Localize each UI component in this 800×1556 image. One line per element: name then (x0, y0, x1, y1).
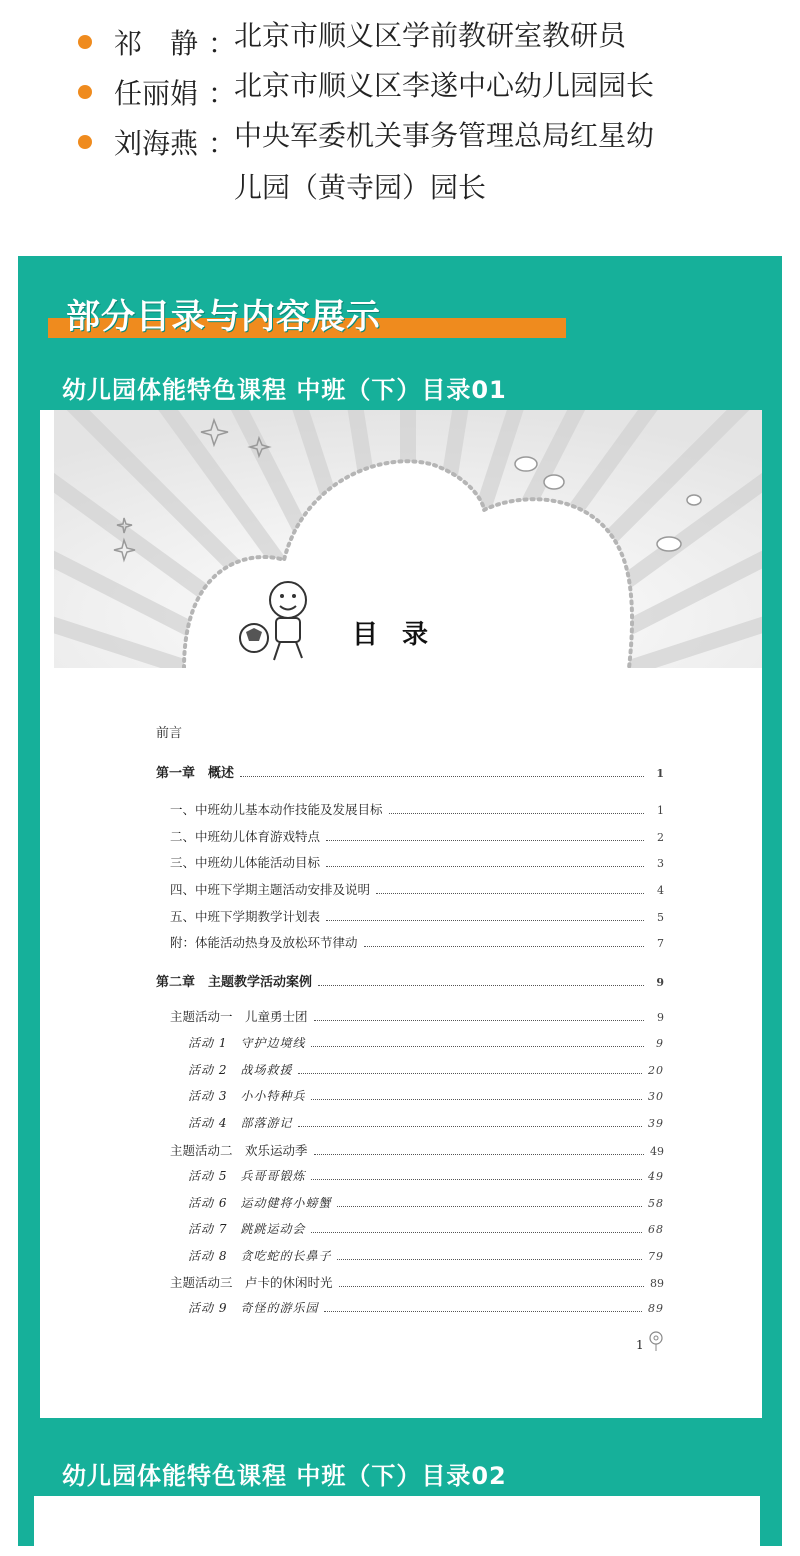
toc-entry-page: 49 (650, 1145, 664, 1158)
toc-entry-label: 五、中班下学期教学计划表 (170, 909, 321, 924)
toc-entry-page: 30 (648, 1090, 664, 1103)
toc-entry-label: 主题活动一 儿童勇士团 (170, 1009, 308, 1024)
toc-entry-page: 89 (650, 1277, 664, 1290)
toc-entry (170, 853, 664, 871)
toc-leader-dots (240, 775, 644, 777)
toc-entry-label: 二、中班幼儿体育游戏特点 (170, 829, 321, 844)
toc-entry-page: 3 (657, 857, 664, 870)
toc-entry (170, 1007, 664, 1025)
toc-entry-label: 主题活动二 欢乐运动季 (170, 1143, 308, 1158)
toc-entry-label: 活动 8 贪吃蛇的长鼻子 (188, 1249, 332, 1263)
toc-entry (156, 722, 664, 741)
toc-entry-page: 49 (648, 1170, 664, 1183)
author-name: 任丽娟 (114, 77, 199, 110)
toc-leader-dots (364, 945, 644, 947)
toc-entry-page: 1 (656, 767, 664, 780)
toc-entry (170, 907, 664, 925)
toc-entry-page: 9 (656, 1037, 664, 1050)
toc-entry-page: 79 (648, 1250, 664, 1263)
toc-entry (156, 971, 664, 990)
toc-entry-page: 1 (657, 804, 664, 817)
toc-entry-page: 9 (656, 976, 664, 989)
toc-leader-dots (311, 1178, 642, 1180)
toc-page-2 (34, 1496, 760, 1556)
toc-leader-dots (311, 1098, 642, 1100)
toc-entry-label: 第一章 概述 (156, 766, 235, 781)
toc-entry (188, 1114, 664, 1131)
toc-leader-dots (376, 892, 644, 894)
toc-leader-dots (337, 1205, 642, 1207)
toc-leader-dots (298, 1072, 642, 1074)
toc-entry-page: 9 (657, 1011, 664, 1024)
toc-leader-dots (326, 839, 644, 841)
toc-entry-label: 活动 9 奇怪的游乐园 (188, 1301, 319, 1315)
toc-entry-label: 活动 4 部落游记 (188, 1116, 293, 1130)
author-role: 北京市顺义区学前教研室教研员 (234, 19, 627, 52)
author-colon: ： (208, 27, 237, 60)
toc-entry (188, 1087, 664, 1104)
toc-entry-page: 89 (648, 1302, 664, 1315)
toc-entry-page: 7 (657, 937, 664, 950)
toc-entry-label: 一、中班幼儿基本动作技能及发展目标 (170, 802, 383, 817)
author-row (78, 119, 664, 214)
toc-leader-dots (314, 1019, 644, 1021)
toc-leader-dots (324, 1310, 642, 1312)
toc-leader-dots (337, 1258, 642, 1260)
author-role: 北京市顺义区李遂中心幼儿园园长 (234, 69, 655, 102)
toc-entry-label: 活动 1 守护边境线 (188, 1036, 306, 1050)
toc-entry-label: 四、中班下学期主题活动安排及说明 (170, 882, 371, 897)
page-number: 1 (636, 1338, 644, 1352)
toc-entry-label: 活动 6 运动健将小螃蟹 (188, 1196, 332, 1210)
toc-entry (188, 1247, 664, 1264)
subtitle-catalog-01: 幼儿园体能特色课程 中班（下）目录01 (62, 376, 507, 404)
toc-entry-label: 附：体能活动热身及放松环节律动 (170, 935, 358, 950)
toc-entry-page: 68 (648, 1223, 664, 1236)
toc-entry (170, 800, 664, 818)
toc-leader-dots (298, 1125, 642, 1127)
toc-entry (170, 1273, 664, 1291)
toc-leader-dots (389, 812, 644, 814)
author-colon: ： (208, 77, 237, 110)
bullet-icon (78, 35, 92, 49)
toc-entry-page: 2 (657, 831, 664, 844)
toc-entry (188, 1034, 664, 1051)
flower-icon (648, 1330, 664, 1352)
toc-entry-page: 39 (648, 1117, 664, 1130)
toc-leader-dots (326, 919, 644, 921)
toc-entry-page: 58 (648, 1197, 664, 1210)
toc-entry-label: 三、中班幼儿体能活动目标 (170, 855, 321, 870)
toc-entry-label: 活动 3 小小特种兵 (188, 1089, 306, 1103)
toc-entry (170, 880, 664, 898)
author-name: 刘海燕 (114, 127, 199, 160)
toc-entry (156, 762, 664, 781)
toc-entry-label: 主题活动三 卢卡的休闲时光 (170, 1275, 333, 1290)
toc-entry (188, 1061, 664, 1078)
toc-entry-label: 活动 5 兵哥哥锻炼 (188, 1169, 306, 1183)
toc-leader-dots (326, 865, 644, 867)
toc-leader-dots (311, 1231, 642, 1233)
toc-leader-dots (314, 1153, 644, 1155)
toc-leader-dots (311, 1045, 644, 1047)
toc-entry (170, 1141, 664, 1159)
toc-entry (188, 1167, 664, 1184)
author-role: 中央军委机关事务管理总局红星幼儿园（黄寺园）园长 (234, 119, 655, 204)
toc-entry (188, 1220, 664, 1237)
toc-entry-page: 20 (648, 1064, 664, 1077)
toc-entry-label: 第二章 主题教学活动案例 (156, 975, 313, 990)
toc-page (40, 410, 762, 1418)
author-list (0, 0, 800, 240)
bullet-icon (78, 135, 92, 149)
toc-entry (188, 1194, 664, 1211)
author-row (78, 69, 674, 112)
toc-entry-label: 活动 7 跳跳运动会 (188, 1222, 306, 1236)
subtitle-catalog-02: 幼儿园体能特色课程 中班（下）目录02 (62, 1462, 507, 1490)
author-colon: ： (208, 127, 237, 160)
toc-leader-dots (318, 984, 644, 986)
toc-entry-page: 4 (657, 884, 664, 897)
toc-heading: 目录 (352, 620, 453, 650)
toc-entry (170, 827, 664, 845)
toc-entry-page: 5 (657, 911, 664, 924)
toc-entry-label: 活动 2 战场救援 (188, 1063, 293, 1077)
bullet-icon (78, 85, 92, 99)
toc-entry (188, 1299, 664, 1316)
section-title: 部分目录与内容展示 (66, 297, 381, 337)
toc-entry-label: 前言 (156, 726, 183, 741)
author-name: 祁 静 (114, 27, 199, 60)
toc-entry (170, 933, 664, 951)
author-row (78, 19, 674, 62)
toc-leader-dots (339, 1285, 644, 1287)
